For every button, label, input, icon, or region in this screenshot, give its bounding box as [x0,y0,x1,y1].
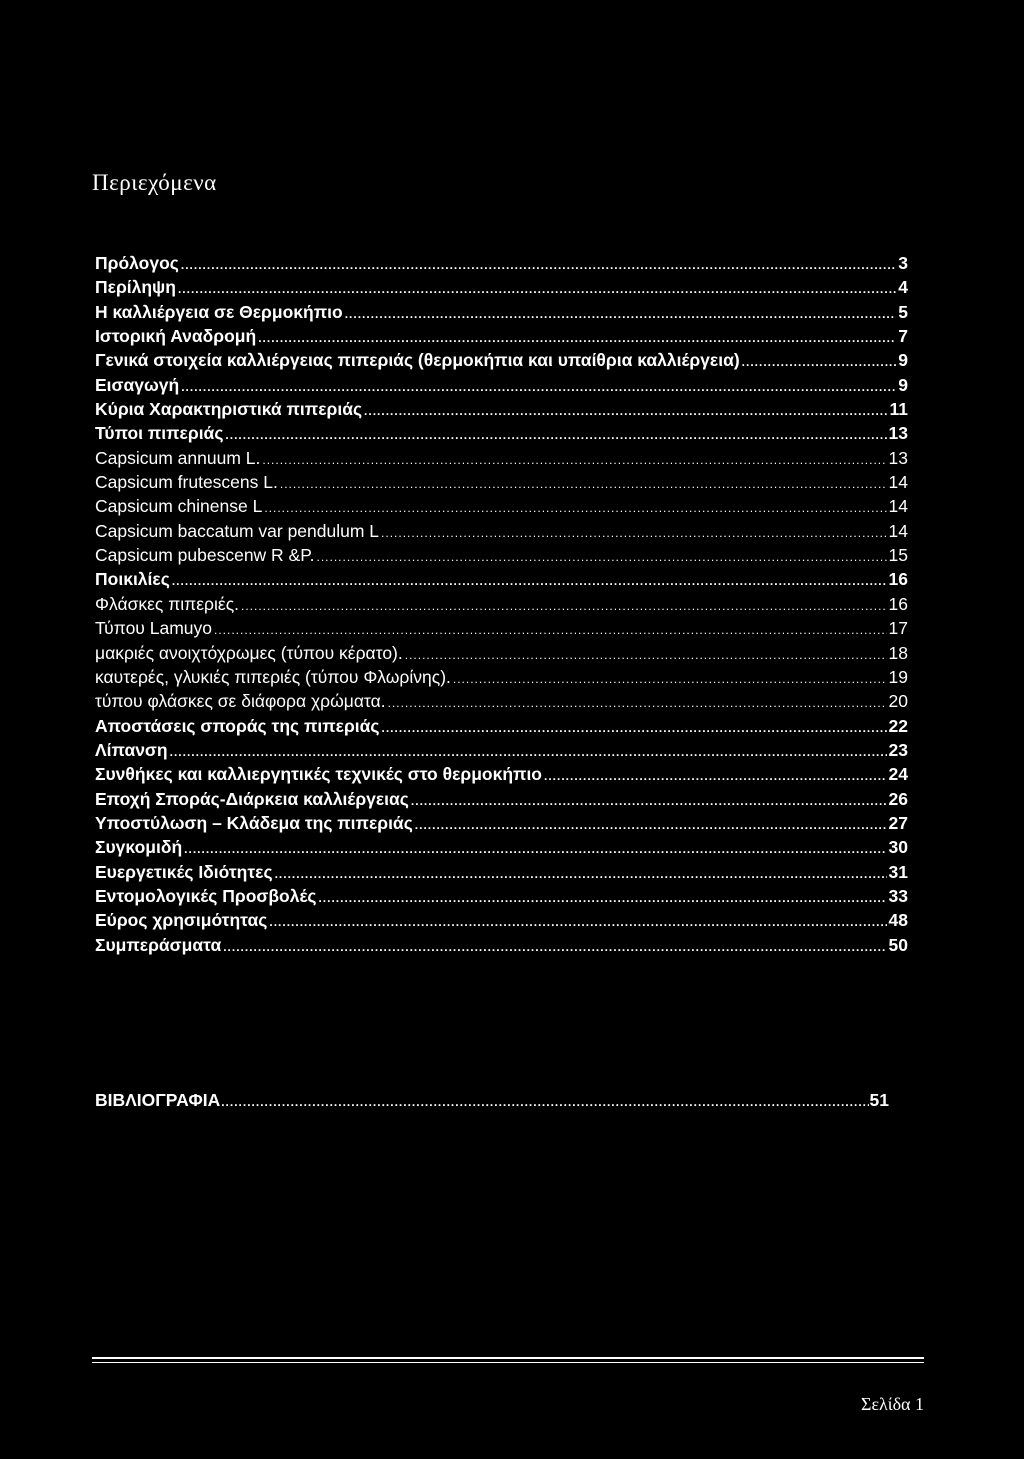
toc-entry-label: Κύρια Χαρακτηριστικά πιπεριάς [95,399,363,420]
toc-entry-page: 48 [888,910,908,931]
footer-page-number: Σελίδα 1 [860,1394,924,1414]
toc-entry[interactable] [95,423,908,447]
toc-entry-page: 51 [869,1090,889,1110]
toc-entry[interactable] [95,375,908,399]
toc-entry-page: 23 [888,739,908,760]
table-of-contents [95,253,908,959]
toc-entry-label: Υποστύλωση – Κλάδεμα της πιπεριάς [95,812,413,833]
toc-leader-dots [181,380,896,394]
toc-leader-dots [221,1095,868,1109]
toc-entry-label: Capsicum pubescenw R &P. [95,545,315,566]
toc-entry[interactable] [95,618,908,642]
toc-leader-dots [172,574,887,588]
toc-entry-label: Γενικά στοιχεία καλλιέργειας πιπεριάς (θερμοκήπια και υπαίθρια καλλιέργεια) [95,350,740,371]
toc-entry-label: Συνθήκες και καλλιεργητικές τεχνικές στο θερμοκήπιο [95,764,542,785]
toc-entry-page: 20 [888,691,908,712]
toc-entry-page: 50 [888,934,908,955]
toc-leader-dots [269,915,886,929]
toc-leader-dots [382,721,887,735]
toc-leader-dots [345,307,897,321]
footer-rule-thin [92,1362,924,1363]
toc-entry-label: Capsicum frutescens L. [95,472,278,493]
toc-entry[interactable] [95,764,908,788]
toc-entry-label: Λίπανση [95,739,168,760]
toc-entry-label: Ιστορική Αναδρομή [95,326,257,347]
toc-entry-page: 19 [888,666,908,687]
toc-entry[interactable] [95,302,908,326]
toc-entry-label: Ευεργετικές Ιδιότητες [95,861,273,882]
toc-entry-page: 33 [888,885,908,906]
toc-entry[interactable] [95,667,908,691]
toc-leader-dots [364,404,887,418]
toc-entry[interactable] [95,691,908,715]
toc-entry[interactable] [95,472,908,496]
toc-entry[interactable] [95,910,908,934]
toc-entry-label: Φλάσκες πιπεριές. [95,593,239,614]
toc-leader-dots [411,794,887,808]
toc-entry-label: Περίληψη [95,277,176,298]
toc-entry-page: 3 [898,253,908,273]
toc-entry-label: Τύποι πιπεριάς [95,423,224,444]
toc-leader-dots [181,258,896,272]
toc-entry-label: Συμπεράσματα [95,934,222,955]
toc-entry-label: Capsicum chinense L [95,496,263,517]
toc-entry-page: 14 [888,496,908,517]
toc-entry[interactable] [95,350,908,374]
footer-rule [92,1357,924,1359]
toc-entry[interactable] [95,399,908,423]
toc-entry[interactable] [95,253,908,277]
toc-leader-dots [453,672,887,686]
toc-entry-label: Τύπου Lamuyo [95,618,212,639]
toc-entry-page: 15 [888,545,908,566]
toc-entry-page: 26 [888,788,908,809]
toc-leader-dots [264,501,886,515]
toc-entry-page: 5 [898,301,908,322]
toc-entry-label: Εντομολογικές Προσβολές [95,885,317,906]
toc-entry-page: 27 [888,812,908,833]
toc-entry-page: 16 [888,569,908,590]
toc-entry[interactable] [95,448,908,472]
toc-entry-page: 9 [898,374,908,395]
toc-entry-page: 11 [889,399,908,420]
toc-entry[interactable] [95,496,908,520]
toc-leader-dots [178,282,896,296]
toc-entry[interactable] [95,886,908,910]
toc-entry[interactable] [95,594,908,618]
toc-entry-page: 14 [888,520,908,541]
toc-entry-label: Συγκομιδή [95,837,183,858]
toc-leader-dots [241,599,887,613]
toc-entry-page: 24 [888,764,908,785]
toc-entry-page: 17 [888,618,908,639]
toc-entry-label: μακριές ανοιχτόχρωμες (τύπου κέρατο). [95,642,403,663]
toc-leader-dots [381,526,887,540]
toc-leader-dots [184,842,886,856]
toc-leader-dots [223,940,886,954]
toc-entry[interactable] [95,837,908,861]
toc-entry[interactable] [95,277,908,301]
toc-leader-dots [262,453,886,467]
toc-entry-label: Εισαγωγή [95,374,180,395]
toc-leader-dots [742,355,897,369]
toc-entry-page: 22 [888,715,908,736]
toc-leader-dots [280,477,887,491]
toc-entry[interactable] [95,935,908,959]
toc-leader-dots [388,696,887,710]
toc-entry-label: Εποχή Σποράς-Διάρκεια καλλιέργειας [95,788,409,809]
toc-leader-dots [170,745,887,759]
page-title: Περιεχόμενα [92,170,217,195]
toc-leader-dots [214,623,887,637]
toc-entry[interactable] [95,813,908,837]
toc-entry-page: 7 [898,326,908,347]
toc-entry-page: 18 [888,642,908,663]
toc-entry-label: Εύρος χρησιμότητας [95,910,268,931]
toc-leader-dots [415,818,887,832]
toc-entry[interactable] [95,740,908,764]
toc-leader-dots [258,331,896,345]
toc-entry-label: Πρόλογος [95,253,179,273]
toc-entry-page: 13 [888,447,908,468]
toc-entry-label: ΒΙΒΛΙΟΓΡΑΦΙΑ [95,1090,221,1110]
toc-entry-label: Capsicum baccatum var pendulum L [95,520,380,541]
toc-leader-dots [317,550,887,564]
toc-entry[interactable] [95,643,908,667]
toc-leader-dots [275,867,887,881]
toc-entry-label: Η καλλιέργεια σε Θερμοκήπιο [95,301,343,322]
toc-entry[interactable] [95,545,908,569]
toc-entry[interactable] [95,716,908,740]
toc-entry[interactable] [95,569,908,593]
toc-entry[interactable] [95,326,908,350]
toc-entry-bibliography[interactable] [95,1090,889,1111]
toc-leader-dots [544,769,887,783]
toc-entry-label: Αποστάσεις σποράς της πιπεριάς [95,715,380,736]
toc-entry-page: 9 [898,350,908,371]
toc-entry-page: 14 [888,472,908,493]
toc-leader-dots [318,891,886,905]
toc-entry[interactable] [95,789,908,813]
toc-entry-page: 30 [888,837,908,858]
toc-entry-page: 13 [888,423,908,444]
toc-entry-label: καυτερές, γλυκιές πιπεριές (τύπου Φλωρίνης). [95,666,451,687]
toc-entry-page: 31 [888,861,908,882]
toc-entry-label: Capsicum annuum L. [95,447,261,468]
toc-entry[interactable] [95,521,908,545]
toc-entry-label: τύπου φλάσκες σε διάφορα χρώματα. [95,691,386,712]
toc-entry-page: 16 [888,593,908,614]
toc-leader-dots [225,428,886,442]
toc-entry-page: 4 [898,277,908,298]
toc-entry[interactable] [95,862,908,886]
toc-entry-label: Ποικιλίες [95,569,170,590]
toc-leader-dots [405,648,887,662]
